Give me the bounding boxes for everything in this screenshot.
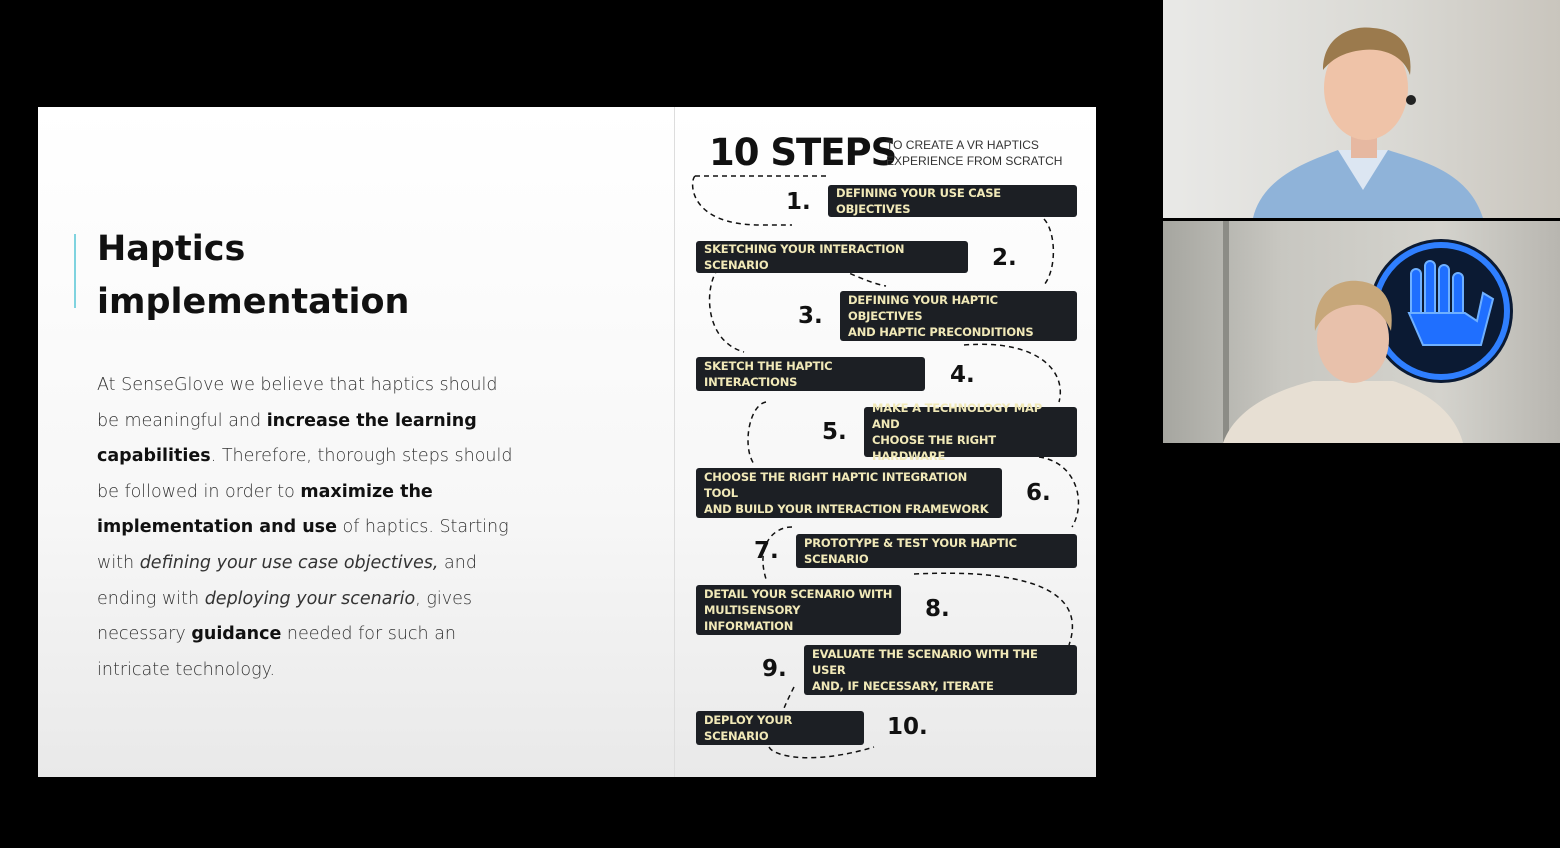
presenter-silhouette [1163,0,1560,218]
step-1-label: DEFINING YOUR USE CASE OBJECTIVES [828,185,1077,217]
step-1-number: 1. [786,189,811,215]
step-2-label: SKETCHING YOUR INTERACTION SCENARIO [696,241,968,273]
slide-title: Haptics implementation [97,229,410,322]
steps-title: 10 STEPS [709,131,897,174]
step-6-label: CHOOSE THE RIGHT HAPTIC INTEGRATION TOOL AND BUILD YOUR INTERACTION FRAMEWORK [696,468,1002,518]
participant-video-2[interactable] [1163,221,1560,443]
step-8-number: 8. [925,596,950,622]
slide-body-text: At SenseGlove we believe that haptics should be meaningful and increase the learning capabilities. Therefore, thorough steps should be followed in order to maximize the implementation and use of haptics. Starting with defining your use case objectives, and ending with deploying your scenario, gives necessary guidance needed for such an intricate technology. [97,375,513,680]
step-9-number: 9. [762,656,787,682]
step-10-label: DEPLOY YOUR SCENARIO [696,711,864,745]
step-10-number: 10. [887,714,928,740]
participant-video-1[interactable] [1163,0,1560,218]
step-3-number: 3. [798,303,823,329]
step-7-number: 7. [754,538,779,564]
step-2-number: 2. [992,245,1017,271]
step-5-number: 5. [822,419,847,445]
step-3-label: DEFINING YOUR HAPTIC OBJECTIVES AND HAPTIC PRECONDITIONS [840,291,1077,341]
shared-screen-slide [38,107,1096,777]
step-7-label: PROTOTYPE & TEST YOUR HAPTIC SCENARIO [796,534,1077,568]
step-5-label: MAKE A TECHNOLOGY MAP AND CHOOSE THE RIGHT HARDWARE [864,407,1077,457]
slide-text-panel [38,107,674,777]
step-4-label: SKETCH THE HAPTIC INTERACTIONS [696,357,925,391]
step-8-label: DETAIL YOUR SCENARIO WITH MULTISENSORY INFORMATION [696,585,901,635]
steps-infographic [674,107,1096,777]
participant-scene [1163,221,1560,443]
title-accent-bar [74,234,76,308]
step-6-number: 6. [1026,480,1051,506]
steps-subtitle: TO CREATE A VR HAPTICS EXPERIENCE FROM SCRATCH [886,138,1063,168]
step-4-number: 4. [950,362,975,388]
step-9-label: EVALUATE THE SCENARIO WITH THE USER AND, IF NECESSARY, ITERATE [804,645,1077,695]
